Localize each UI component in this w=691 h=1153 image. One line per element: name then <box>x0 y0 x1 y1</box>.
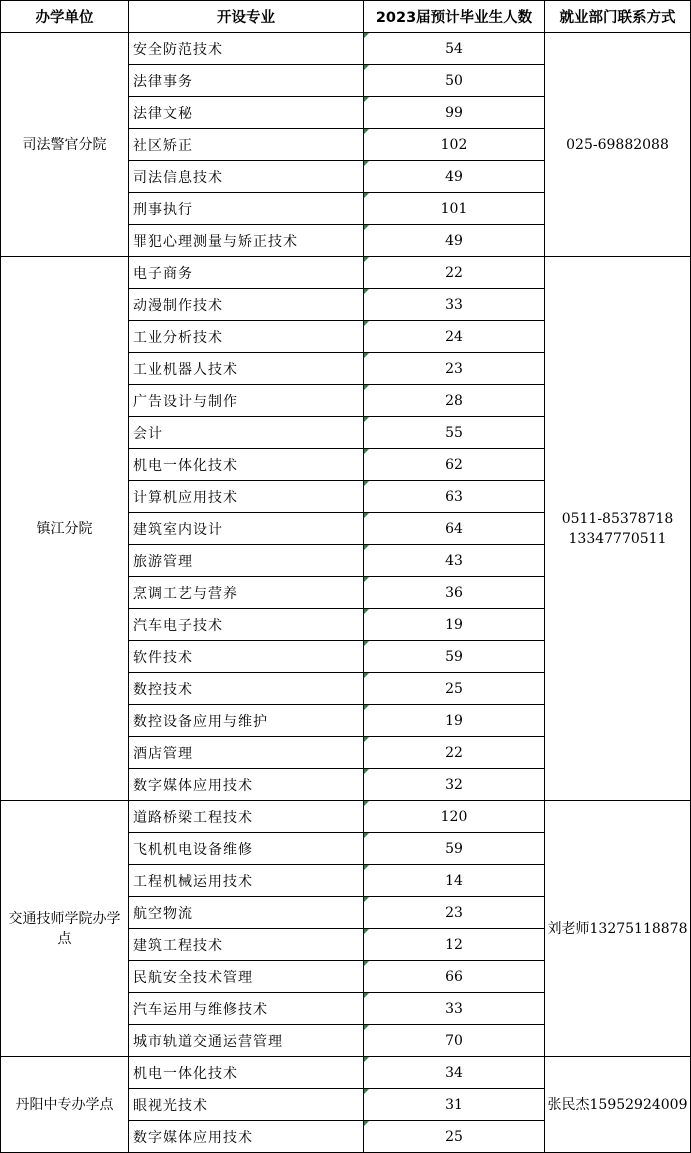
graduate-count-cell: 34 <box>364 1057 545 1089</box>
graduate-count-cell: 14 <box>364 865 545 897</box>
contact-line: 张民杰15952924009 <box>547 1096 688 1113</box>
school-unit-cell: 交通技师学院办学点 <box>1 801 129 1057</box>
contact-cell <box>545 1057 691 1153</box>
contact-line: 刘老师13275118878 <box>547 920 688 937</box>
graduate-count-cell: 12 <box>364 929 545 961</box>
graduate-count-cell: 55 <box>364 417 545 449</box>
graduate-count-cell: 43 <box>364 545 545 577</box>
graduate-count-cell: 54 <box>364 33 545 65</box>
header-major: 开设专业 <box>129 1 364 33</box>
major-cell: 数控设备应用与维护 <box>129 705 364 737</box>
major-cell: 酒店管理 <box>129 737 364 769</box>
major-cell: 动漫制作技术 <box>129 289 364 321</box>
contact-line: 0511-85378718 <box>561 510 674 527</box>
major-cell: 会计 <box>129 417 364 449</box>
graduate-count-cell: 59 <box>364 833 545 865</box>
graduate-count-cell: 28 <box>364 385 545 417</box>
major-cell: 民航安全技术管理 <box>129 961 364 993</box>
contact-cell <box>545 33 691 257</box>
major-cell: 建筑工程技术 <box>129 929 364 961</box>
header-unit: 办学单位 <box>1 1 129 33</box>
school-unit-cell: 镇江分院 <box>1 257 129 801</box>
major-cell: 建筑室内设计 <box>129 513 364 545</box>
major-cell: 计算机应用技术 <box>129 481 364 513</box>
graduate-count-cell: 120 <box>364 801 545 833</box>
graduate-count-cell: 32 <box>364 769 545 801</box>
graduate-count-cell: 66 <box>364 961 545 993</box>
major-cell: 道路桥梁工程技术 <box>129 801 364 833</box>
graduate-count-cell: 49 <box>364 161 545 193</box>
major-cell: 广告设计与制作 <box>129 385 364 417</box>
contact-line: 13347770511 <box>568 530 667 547</box>
major-cell: 罪犯心理测量与矫正技术 <box>129 225 364 257</box>
header-count: 2023届预计毕业生人数 <box>364 1 545 33</box>
major-cell: 眼视光技术 <box>129 1089 364 1121</box>
graduate-count-cell: 64 <box>364 513 545 545</box>
major-cell: 航空物流 <box>129 897 364 929</box>
major-cell: 数字媒体应用技术 <box>129 769 364 801</box>
graduate-count-cell: 24 <box>364 321 545 353</box>
major-cell: 电子商务 <box>129 257 364 289</box>
major-cell: 机电一体化技术 <box>129 1057 364 1089</box>
major-cell: 工业分析技术 <box>129 321 364 353</box>
graduate-count-cell: 70 <box>364 1025 545 1057</box>
table-row <box>1 801 691 833</box>
table-row <box>1 257 691 289</box>
graduate-count-cell: 36 <box>364 577 545 609</box>
graduate-count-cell: 63 <box>364 481 545 513</box>
graduate-count-cell: 31 <box>364 1089 545 1121</box>
graduate-count-cell: 23 <box>364 897 545 929</box>
graduate-count-cell: 59 <box>364 641 545 673</box>
graduate-count-cell: 25 <box>364 673 545 705</box>
contact-cell <box>545 257 691 801</box>
graduate-count-cell: 19 <box>364 705 545 737</box>
graduate-count-cell: 22 <box>364 257 545 289</box>
graduate-count-cell: 23 <box>364 353 545 385</box>
table-row <box>1 33 691 65</box>
graduate-count-cell: 99 <box>364 97 545 129</box>
graduate-count-cell: 102 <box>364 129 545 161</box>
header-contact: 就业部门联系方式 <box>545 1 691 33</box>
graduate-count-cell: 62 <box>364 449 545 481</box>
major-cell: 汽车运用与维修技术 <box>129 993 364 1025</box>
major-cell: 数字媒体应用技术 <box>129 1121 364 1153</box>
major-cell: 刑事执行 <box>129 193 364 225</box>
major-cell: 法律文秘 <box>129 97 364 129</box>
major-cell: 软件技术 <box>129 641 364 673</box>
graduate-count-cell: 25 <box>364 1121 545 1153</box>
major-cell: 汽车电子技术 <box>129 609 364 641</box>
graduate-count-cell: 22 <box>364 737 545 769</box>
major-cell: 工程机械运用技术 <box>129 865 364 897</box>
graduate-count-cell: 33 <box>364 289 545 321</box>
major-cell: 飞机机电设备维修 <box>129 833 364 865</box>
major-cell: 数控技术 <box>129 673 364 705</box>
graduate-count-cell: 33 <box>364 993 545 1025</box>
graduate-count-cell: 19 <box>364 609 545 641</box>
school-unit-cell: 丹阳中专办学点 <box>1 1057 129 1153</box>
graduate-count-cell: 50 <box>364 65 545 97</box>
header-row <box>1 1 691 33</box>
major-cell: 旅游管理 <box>129 545 364 577</box>
school-unit-cell: 司法警官分院 <box>1 33 129 257</box>
major-cell: 社区矫正 <box>129 129 364 161</box>
major-cell: 法律事务 <box>129 65 364 97</box>
table-row <box>1 1057 691 1089</box>
major-cell: 机电一体化技术 <box>129 449 364 481</box>
graduate-count-cell: 101 <box>364 193 545 225</box>
major-cell: 工业机器人技术 <box>129 353 364 385</box>
contact-line: 025-69882088 <box>566 136 669 153</box>
major-cell: 司法信息技术 <box>129 161 364 193</box>
contact-cell <box>545 801 691 1057</box>
graduate-count-cell: 49 <box>364 225 545 257</box>
major-cell: 城市轨道交通运营管理 <box>129 1025 364 1057</box>
major-cell: 安全防范技术 <box>129 33 364 65</box>
major-cell: 烹调工艺与营养 <box>129 577 364 609</box>
